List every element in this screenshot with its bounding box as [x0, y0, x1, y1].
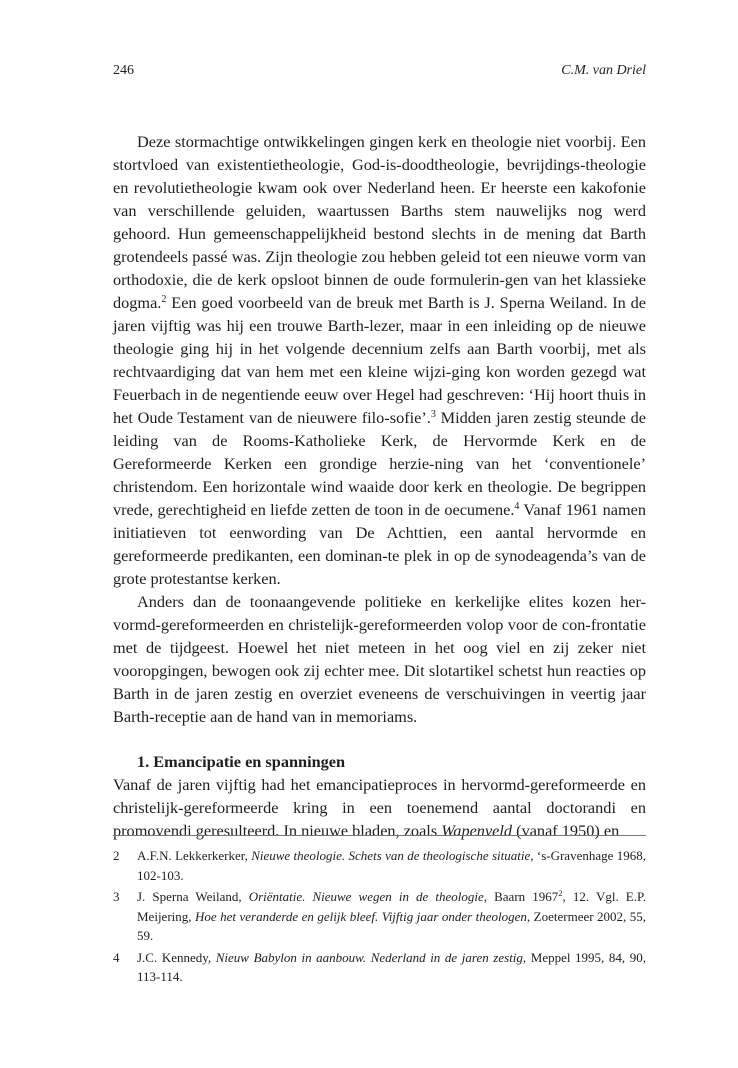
footnote-ref[interactable]: 4	[514, 501, 520, 512]
section-heading: 1. Emancipatie en spanningen	[137, 752, 346, 771]
footnote-number: 3	[113, 889, 120, 904]
footnote: 3 J. Sperna Weiland, Oriëntatie. Nieuwe wegen in de theologie, Baarn 1967$^2$, 12. Vgl. E.P. Meijering, Hoe het veranderde en gelijk bleef. Vijftig jaar onder theologen, Zoetermeer 2002, 55, 59.	[113, 888, 647, 943]
footnote: 2 A.F.N. Lekkerkerker, Nieuwe theologie. Schets van de theologische situatie, ‘s-Gravenhage 1968, 102-103.	[113, 848, 646, 883]
footnote-number: 4	[113, 949, 120, 965]
footnote-ref[interactable]: 3	[430, 409, 436, 420]
paragraph: Anders dan de toonaangevende politieke en kerkelijke elites kozen her-vormd-gereformeerden en christelijk-gereformeerden volop voor de con-frontatie met de tijdgeest. Hoewel het niet meteen in het oog viel en zij zeker niet vooropgingen, bewogen ook zij echter mee. Dit slotartikel schetst hun reacties op Barth in de jaren zestig en overziet eveneens de verschuivingen in veertig jaar Barth-receptie aan de hand van in memoriams.	[113, 592, 646, 726]
running-author: C.M. van Driel	[561, 63, 646, 78]
paragraph: Deze stormachtige ontwikkelingen gingen kerk en theologie niet voorbij. Een stortvloed van existentietheologie, God-is-doodtheologie, bevrijdings-theologie en revolutietheologie kwam ook over Nederland heen. Er heerste een kakofonie van verschillende geluiden, waartussen Barths stem nauwelijks nog werd gehoord. Hun gemeenschappelijkheid bestond slechts in de mening dat Barth grotendeels passé was. Zijn theologie zou hebben geleid tot een nieuwe vorm van orthodoxie, die de kerk opsloot binnen de oude formulerin-gen van het klassieke dogma.$^2$ Een goed voorbeeld van de breuk met Barth is J. Sperna Weiland. In de jaren vijftig was hij een trouwe Barth-lezer, maar in een inleiding op de nieuwe theologie ging hij in het volgende decennium zelfs aan Barth voorbij, met als rechtvaardiging dat van hem met een kleine wijzi-ging kon worden gezegd wat Feuerbach in de negentiende eeuw over Hegel had geschreven: ‘Hij hoort thuis in het Oude Testament van de nieuwere filo-sofie’.$^3$ Midden jaren zestig steunde de leiding van de Rooms-Katholieke Kerk, de Hervormde Kerk en de Gereformeerde Kerken een grondige herzie-ning van het ‘conventionele’ christendom. Een horizontale wind waaide door kerk en theologie. De begrippen vrede, gerechtigheid en liefde zetten de toon in de oecumene.$^4$ Vanaf 1961 namen initiatieven tot eenwording van De Achttien, een aantal hervormde en gereformeerde predikanten, een dominan-te plek in op de synodeagenda’s van de grote protestantse kerken.	[113, 132, 646, 588]
footnote-divider	[113, 835, 646, 836]
footnotes	[113, 846, 646, 989]
footnote-number: 2	[113, 848, 120, 863]
footnote-ref[interactable]: 2	[161, 294, 167, 305]
footnote: 4 J.C. Kennedy, Nieuw Babylon in aanbouw. Nederland in de jaren zestig, Meppel 1995, 84, 90, 113-114.	[113, 949, 646, 984]
main-text	[113, 130, 646, 842]
paragraph: Vanaf de jaren vijftig had het emancipatieproces in hervormd-gereformeerde en christelijk-gereformeerde kring in een toenemend aantal doctorandi en promovendi geresulteerd. In nieuwe bladen, zoals Wapenveld (vanaf 1950) en	[113, 775, 646, 840]
page-number: 246	[113, 63, 134, 78]
